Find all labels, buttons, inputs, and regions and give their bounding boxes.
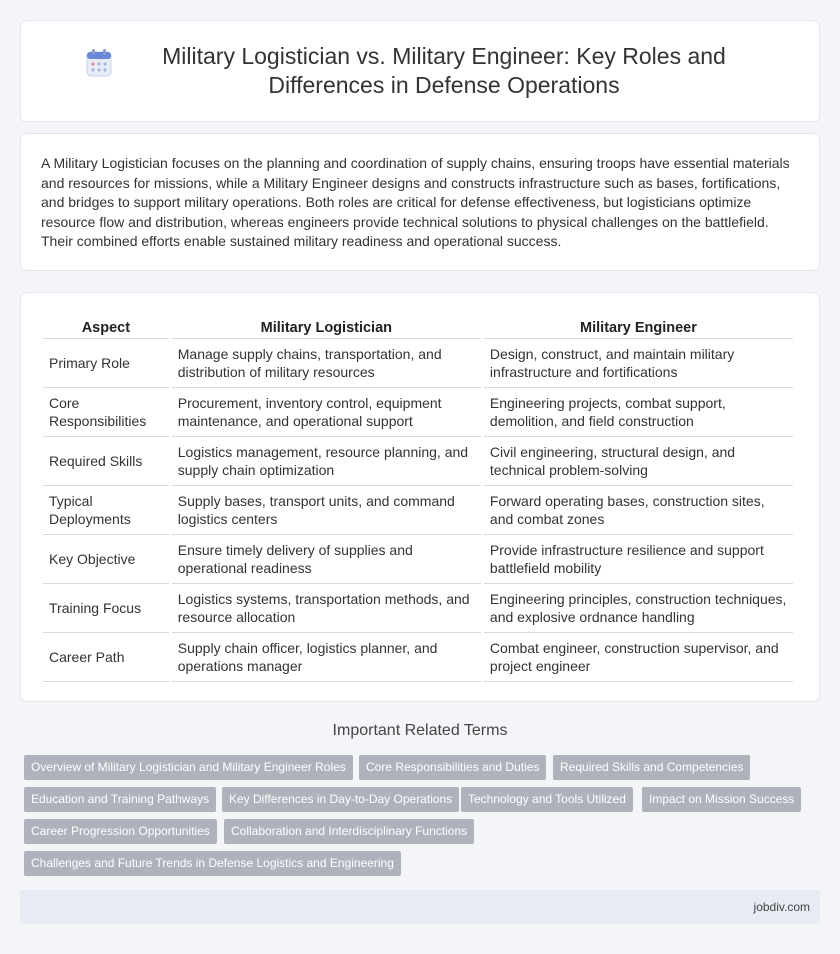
logistician-cell: Logistics systems, transportation methods, and resource allocation bbox=[172, 584, 481, 633]
table-row bbox=[43, 584, 793, 633]
aspect-cell: Training Focus bbox=[43, 584, 169, 633]
header-military-engineer: Military Engineer bbox=[484, 309, 793, 339]
logistician-cell: Manage supply chains, transportation, and distribution of military resources bbox=[172, 339, 481, 388]
engineer-cell: Engineering projects, combat support, demolition, and field construction bbox=[484, 388, 793, 437]
calendar-icon bbox=[86, 48, 112, 78]
aspect-cell: Core Responsibilities bbox=[43, 388, 169, 437]
comparison-table-card bbox=[20, 292, 820, 702]
aspect-cell: Primary Role bbox=[43, 339, 169, 388]
related-terms-title: Important Related Terms bbox=[332, 722, 508, 739]
engineer-cell: Design, construct, and maintain military infrastructure and fortifications bbox=[484, 339, 793, 388]
aspect-cell: Key Objective bbox=[43, 535, 169, 584]
header-military-logistician: Military Logistician bbox=[172, 309, 481, 339]
related-term-tag[interactable]: Education and Training Pathways bbox=[24, 787, 216, 812]
table-row bbox=[43, 437, 793, 486]
table-row bbox=[43, 633, 793, 682]
logistician-cell: Logistics management, resource planning, and supply chain optimization bbox=[172, 437, 481, 486]
logistician-cell: Supply bases, transport units, and command logistics centers bbox=[172, 486, 481, 535]
header-card bbox=[20, 20, 820, 122]
table-row bbox=[43, 535, 793, 584]
related-term-tag[interactable]: Overview of Military Logistician and Military Engineer Roles bbox=[24, 755, 353, 780]
footer-bar bbox=[20, 890, 820, 924]
aspect-cell: Required Skills bbox=[43, 437, 169, 486]
related-term-tag[interactable]: Technology and Tools Utilized bbox=[461, 787, 633, 812]
engineer-cell: Civil engineering, structural design, and technical problem-solving bbox=[484, 437, 793, 486]
aspect-cell: Typical Deployments bbox=[43, 486, 169, 535]
intro-paragraph: A Military Logistician focuses on the planning and coordination of supply chains, ensuring troops have essential materials and resources for missions, while a Military Engineer designs and constructs infrastructure such as bases, fortifications, and bridges to support military operations. Both roles are critical for defense effectiveness, but logisticians optimize resource flow and distribution, whereas engineers provide technical solutions to physical challenges on the battlefield. Their combined efforts enable sustained military readiness and operational success. bbox=[41, 155, 790, 250]
related-term-tag[interactable]: Collaboration and Interdisciplinary Functions bbox=[224, 819, 474, 844]
related-term-tag[interactable]: Key Differences in Day-to-Day Operations bbox=[222, 787, 459, 812]
related-term-tag[interactable]: Required Skills and Competencies bbox=[553, 755, 750, 780]
related-term-tag[interactable]: Impact on Mission Success bbox=[642, 787, 801, 812]
related-term-tag[interactable]: Core Responsibilities and Duties bbox=[359, 755, 546, 780]
engineer-cell: Forward operating bases, construction sites, and combat zones bbox=[484, 486, 793, 535]
page-title: Military Logistician vs. Military Engineer: Key Roles and Differences in Defense Operations bbox=[162, 43, 726, 98]
comparison-table bbox=[40, 309, 796, 682]
table-header-row bbox=[43, 309, 793, 339]
engineer-cell: Provide infrastructure resilience and support battlefield mobility bbox=[484, 535, 793, 584]
engineer-cell: Combat engineer, construction supervisor, and project engineer bbox=[484, 633, 793, 682]
footer-site-link[interactable]: jobdiv.com bbox=[753, 900, 810, 914]
logistician-cell: Supply chain officer, logistics planner, and operations manager bbox=[172, 633, 481, 682]
aspect-cell: Career Path bbox=[43, 633, 169, 682]
intro-card bbox=[20, 133, 820, 271]
table-row bbox=[43, 388, 793, 437]
logistician-cell: Ensure timely delivery of supplies and operational readiness bbox=[172, 535, 481, 584]
table-row bbox=[43, 486, 793, 535]
related-term-tag[interactable]: Challenges and Future Trends in Defense Logistics and Engineering bbox=[24, 851, 401, 876]
logistician-cell: Procurement, inventory control, equipment maintenance, and operational support bbox=[172, 388, 481, 437]
table-row bbox=[43, 339, 793, 388]
engineer-cell: Engineering principles, construction techniques, and explosive ordnance handling bbox=[484, 584, 793, 633]
related-term-tag[interactable]: Career Progression Opportunities bbox=[24, 819, 217, 844]
header-aspect: Aspect bbox=[43, 309, 169, 339]
